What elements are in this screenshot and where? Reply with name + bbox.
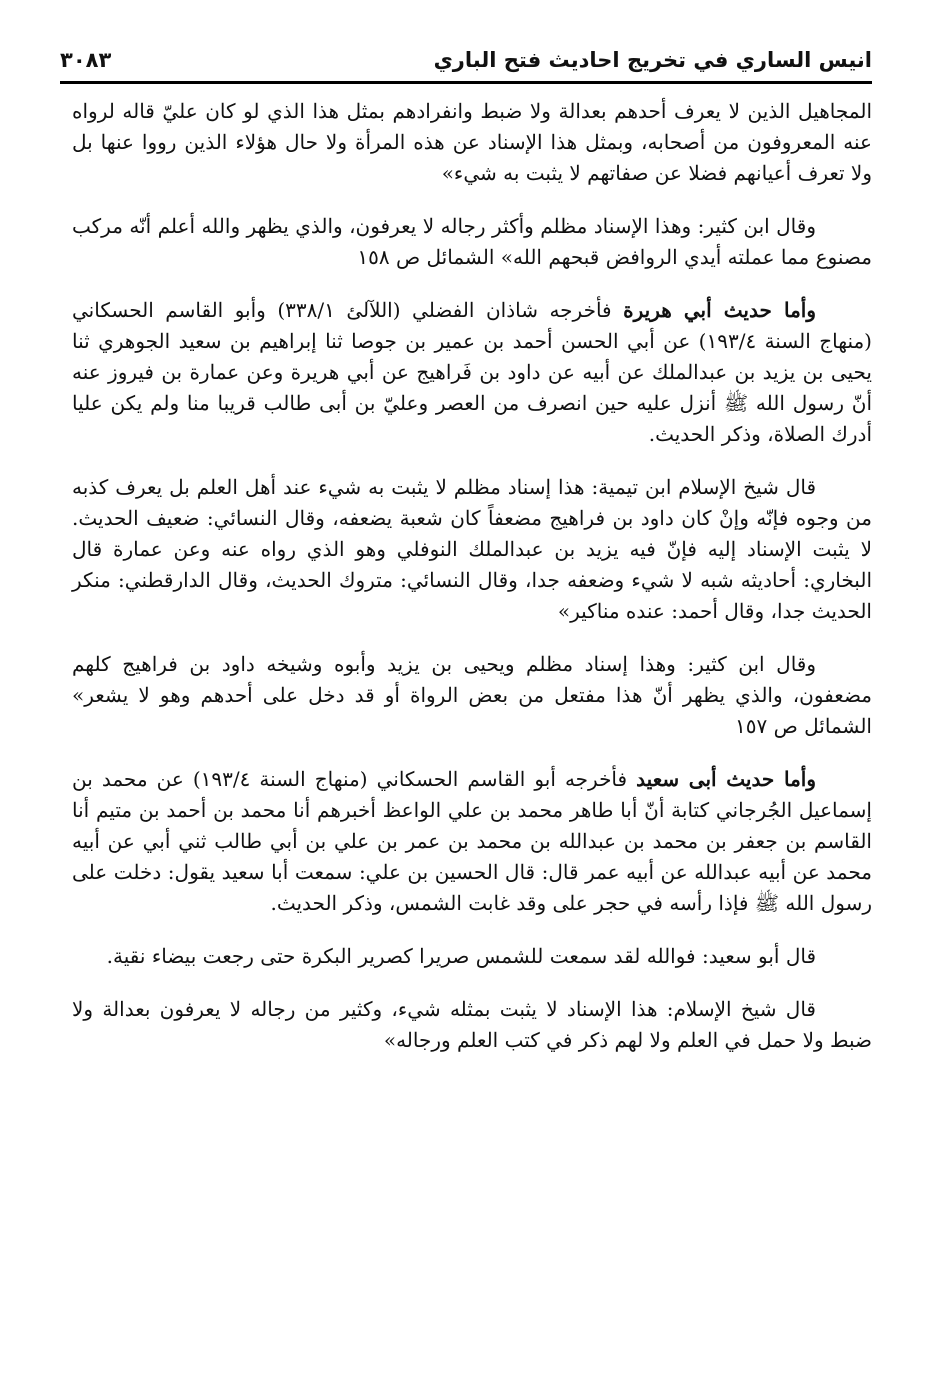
paragraph (72, 649, 872, 742)
header-rule (60, 81, 872, 84)
page-number: ٣٠٨٣ (60, 48, 112, 72)
paragraph (72, 994, 872, 1056)
paragraph (72, 764, 872, 919)
page-body (72, 96, 872, 1078)
paragraph-text: المجاهيل الذين لا يعرف أحدهم بعدالة ولا ضبط وانفرادهم بمثل هذا الذي لو كان عليّ قاله لرواه عنه المعروفون من أصحابه، وبمثل هذا الإسناد عن هذه المرأة ولا حال هؤلاء الذين رووا عنها بل ولا تعرف أعيانهم فضلا عن صفاتهم لا يثبت به شيء» (72, 99, 872, 185)
paragraph (72, 941, 872, 972)
paragraph-text: وقال ابن كثير: وهذا الإسناد مظلم وأكثر رجاله لا يعرفون، والذي يظهر والله أعلم أنّه مركب مصنوع مما عملته أيدي الروافض قبحهم الله» الشمائل ص ١٥٨ (72, 214, 872, 269)
paragraph (72, 211, 872, 273)
page-header (60, 38, 872, 84)
paragraph-text: قال شيخ الإسلام: هذا الإسناد لا يثبت بمثله شيء، وكثير من رجاله لا يعرفون بعدالة ولا ضبط ولا حمل في العلم ولا لهم ذكر في كتب العلم ورجاله» (72, 997, 872, 1052)
paragraph (72, 96, 872, 189)
paragraph (72, 295, 872, 450)
paragraph-text: وقال ابن كثير: وهذا إسناد مظلم ويحيى بن يزيد وأبوه وشيخه داود بن فراهيج كلهم مضعفون، والذي يظهر أنّ هذا مفتعل من بعض الرواة أو قد دخل على أحدهم وهو لا يشعر» الشمائل ص ١٥٧ (72, 652, 872, 738)
paragraph (72, 472, 872, 627)
paragraph-text: قال شيخ الإسلام ابن تيمية: هذا إسناد مظلم لا يثبت به شيء عند أهل العلم بل يعرف كذبه من وجوه فإنّه وإنْ كان داود بن فراهيج مضعفاً كان شعبة يضعفه، وقال النسائي: ضعيف الحديث. لا يثبت الإسناد إليه فإنّ فيه يزيد بن عبدالملك النوفلي وهو الذي رواه عنه وعن عمارة قال البخاري: أحاديثه شبه لا شيء وضعفه جدا، وقال النسائي: متروك الحديث، وقال الدارقطني: منكر الحديث جدا، وقال أحمد: عنده مناكير» (72, 475, 872, 623)
paragraph-text: قال أبو سعيد: فوالله لقد سمعت للشمس صريرا كصرير البكرة حتى رجعت بيضاء نقية. (106, 944, 816, 968)
paragraph-lead: وأما حديث أبى سعيد (636, 767, 816, 791)
paragraph-text: فأخرجه أبو القاسم الحسكاني (منهاج السنة ١٩٣/٤) عن محمد بن إسماعيل الجُرجاني كتابة أنّ أبا طاهر محمد بن علي الواعظ أخبرهم أنا محمد بن أحمد بن متيم أنا القاسم بن جعفر بن محمد بن عبدالله بن محمد بن عمر بن علي بن أبي طالب ثني أبي عن أبيه محمد عن أبيه عبدالله عن أبيه عمر قال: قال الحسين بن علي: سمعت أبا سعيد يقول: دخلت على رسول الله ﷺ فإذا رأسه في حجر على وقد غابت الشمس، وذكر الحديث. (72, 767, 872, 915)
paragraph-text: فأخرجه شاذان الفضلي (اللآلئ ٣٣٨/١) وأبو القاسم الحسكاني (منهاج السنة ١٩٣/٤) عن أبي الحسن أحمد بن عمير بن جوصا ثنا إبراهيم بن سعيد الجوهري ثنا يحيى بن يزيد بن عبدالملك عن أبيه عن داود بن فَراهيج عن أبي هريرة وعن عمارة بن فيروز عنه أنّ رسول الله ﷺ أنزل عليه حين انصرف من العصر وعليّ بن أبى طالب قريبا منا ولم يكن عليا أدرك الصلاة، وذكر الحديث. (72, 298, 872, 446)
paragraph-lead: وأما حديث أبي هريرة (623, 298, 816, 322)
book-title: انيس الساري في تخريج احاديث فتح الباري (433, 48, 872, 72)
